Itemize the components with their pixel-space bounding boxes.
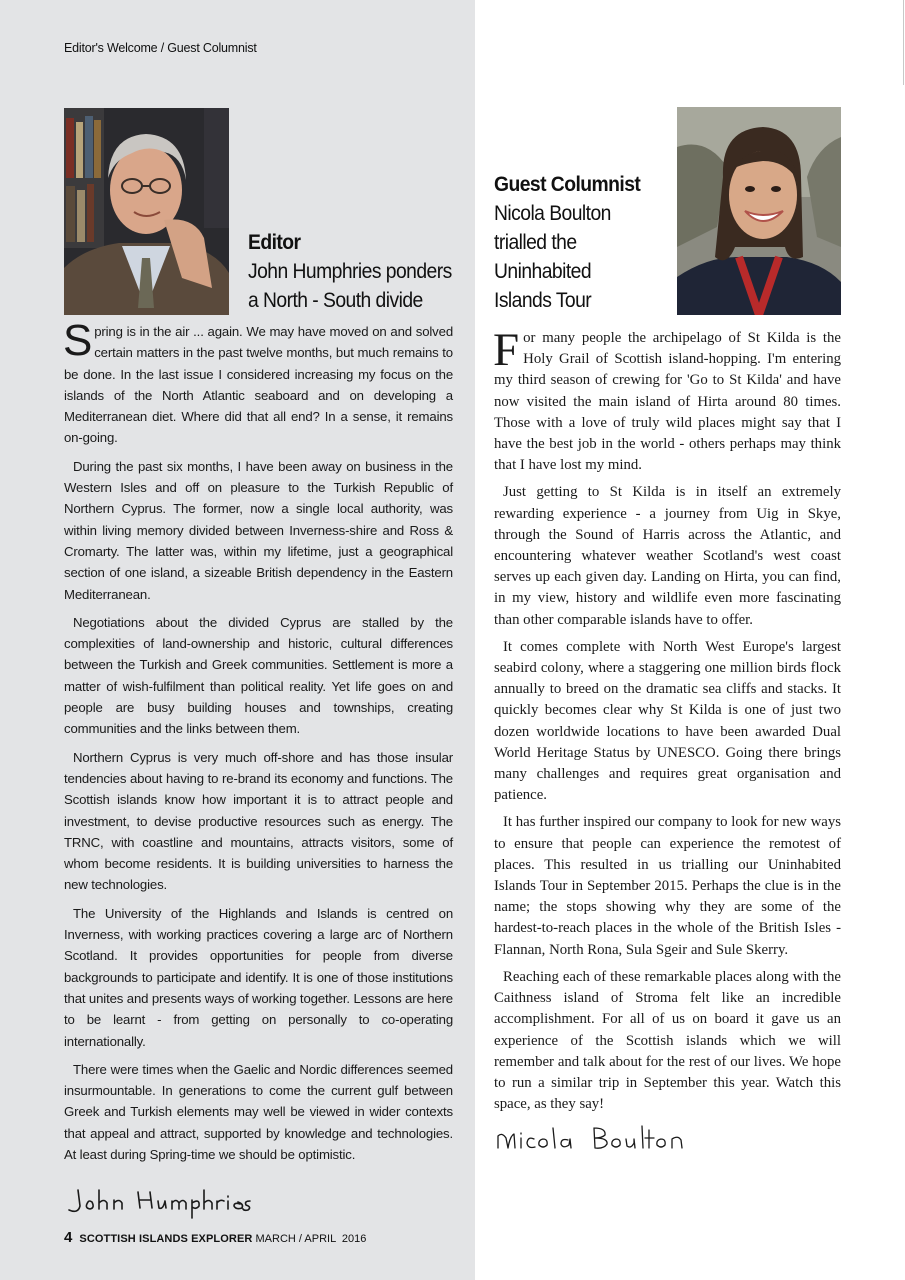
- page-number: 4: [64, 1229, 73, 1246]
- page-footer: [64, 1229, 366, 1246]
- editor-portrait-illustration: [64, 108, 229, 315]
- editor-heading: [248, 228, 452, 315]
- section-label: Editor's Welcome / Guest Columnist: [64, 41, 257, 55]
- guest-dropcap: F: [493, 324, 520, 376]
- editor-role-title: Editor: [248, 231, 301, 254]
- editor-paragraph: Negotiations about the divided Cyprus are stalled by the complexities of land-ownership and historic, cultural differences between the Turkish and Greek communities. Settlement is more a matter of wish-fulfilment than political reality. Yet life goes on and people are busy building houses and townships, creating communities and the links between them.: [64, 614, 453, 737]
- guest-signature-handwriting: [494, 1118, 714, 1158]
- editor-dropcap: S: [63, 316, 93, 365]
- editor-subtitle-line2: a North - South divide: [248, 289, 423, 312]
- guest-role-title: Guest Columnist: [494, 173, 641, 196]
- editor-paragraph: During the past six months, I have been away on business in the Western Isles and off on pleasure to the Turkish Republic of Northern Cyprus. The former, now a single local authority, was within living memory divided between Inverness-shire and Ross & Cromarty. The latter was, within my lifetime, just a geographical section of one island, a sizeable British dependency in the Eastern Mediterranean.: [64, 458, 453, 602]
- editor-paragraph: The University of the Highlands and Islands is centred on Inverness, with working practices covering a large arc of Northern Scotland. It provides opportunities for people from diverse backgrounds to participate and identify. It is one of those institutions that unites and presents ways of working together. Lessons are here to be learnt - from getting on personally to co-operating internationally.: [64, 905, 453, 1049]
- guest-paragraph-text: or many people the archipelago of St Kilda is the Holy Grail of Scottish island-hopping. I'm entering my third season of crewing for 'Go to St Kilda' and have now visited the main island of Hirta around 80 times. Those with a love of truly wild places might say that I have the best job in the world - others perhaps may think that I have lost my mind.: [494, 330, 841, 474]
- guest-paragraph: It comes complete with North West Europe's largest seabird colony, where a staggering one million birds flock annually to breed on the dramatic sea cliffs and stacks. It quickly becomes clear why St Kilda is one of just two dozen worldwide locations to have been awarded Dual World Heritage Status by UNESCO. Going there brings many challenges and requires great organisation and patience.: [494, 638, 841, 804]
- guest-heading-line4: Islands Tour: [494, 289, 592, 312]
- issue-date: MARCH / APRIL 2016: [255, 1233, 367, 1245]
- editor-article-body: [63, 316, 453, 1172]
- guest-heading-line2: trialled the: [494, 231, 577, 254]
- guest-paragraph: Reaching each of these remarkable places along with the Caithness island of Stroma felt like an incredible accomplishment. For all of us on board it gave us an experience of the Scottish islands which we will remember and talk about for the rest of our lives. We hope to run a similar trip in September this year. Watch this space, as they say!: [494, 968, 841, 1113]
- editor-paragraph: There were times when the Gaelic and Nordic differences seemed insurmountable. In generations to come the current gulf between Greek and Turkish elements may well be viewed in wider contexts that appeal and attract, supported by knowledge and technologies. At least during Spring-time we should be optimistic.: [64, 1061, 453, 1162]
- editor-paragraph: Northern Cyprus is very much off-shore and has those insular tendencies about having to re-brand its economy and functions. The Scottish islands know how important it is to attract people and investment, to devise productive resources such as energy. The TRNC, with coastline and mountains, attracts visitors, some of whom become residents. It is building universities to harness the new technologies.: [64, 749, 453, 893]
- editor-signature-handwriting: [64, 1184, 254, 1220]
- magazine-title: SCOTTISH ISLANDS EXPLORER: [79, 1233, 253, 1245]
- guest-heading-line1: Nicola Boulton: [494, 202, 611, 225]
- editor-signature: [64, 1184, 254, 1220]
- guest-paragraph: Just getting to St Kilda is in itself an extremely rewarding experience - a journey from Uig in Skye, through the Sound of Harris across the Atlantic, and encountering whatever weather Scotland's west coast serves up each given day. Landing on Hirta, you can find, in my view, history and wildlife even more fascinating than other comparable islands have to offer.: [494, 484, 841, 628]
- editor-paragraph-text: pring is in the air ... again. We may have moved on and solved certain matters in the past twelve months, but much remains to be done. In the last issue I considered increasing my focus on the islands of the North Atlantic seaboard and on developing a Mediterranean diet. Where did that all end? In a sense, it remains on-going.: [64, 324, 453, 446]
- guest-portrait-photo: [677, 107, 841, 315]
- editor-subtitle-line1: John Humphries ponders: [248, 260, 452, 283]
- guest-paragraph: It has further inspired our company to look for new ways to ensure that people can experience the remotest of places. This resulted in us trialling our Uninhabited Islands Tour in September 2015. Perhaps the clue is in the name; the stops showing why they are some of the hardest-to-reach places in the whole of the British Isles - Flannan, North Rona, Sula Sgeir and Sule Skerry.: [494, 814, 841, 958]
- guest-article-body: [493, 324, 841, 1121]
- editor-portrait-photo: [64, 108, 229, 315]
- editor-paragraph: [63, 316, 453, 449]
- page-edge-line: [903, 0, 904, 85]
- guest-heading-line3: Uninhabited: [494, 260, 592, 283]
- guest-heading: [494, 170, 660, 315]
- guest-portrait-illustration: [677, 107, 841, 315]
- guest-signature: [494, 1118, 714, 1158]
- guest-paragraph: [493, 324, 841, 476]
